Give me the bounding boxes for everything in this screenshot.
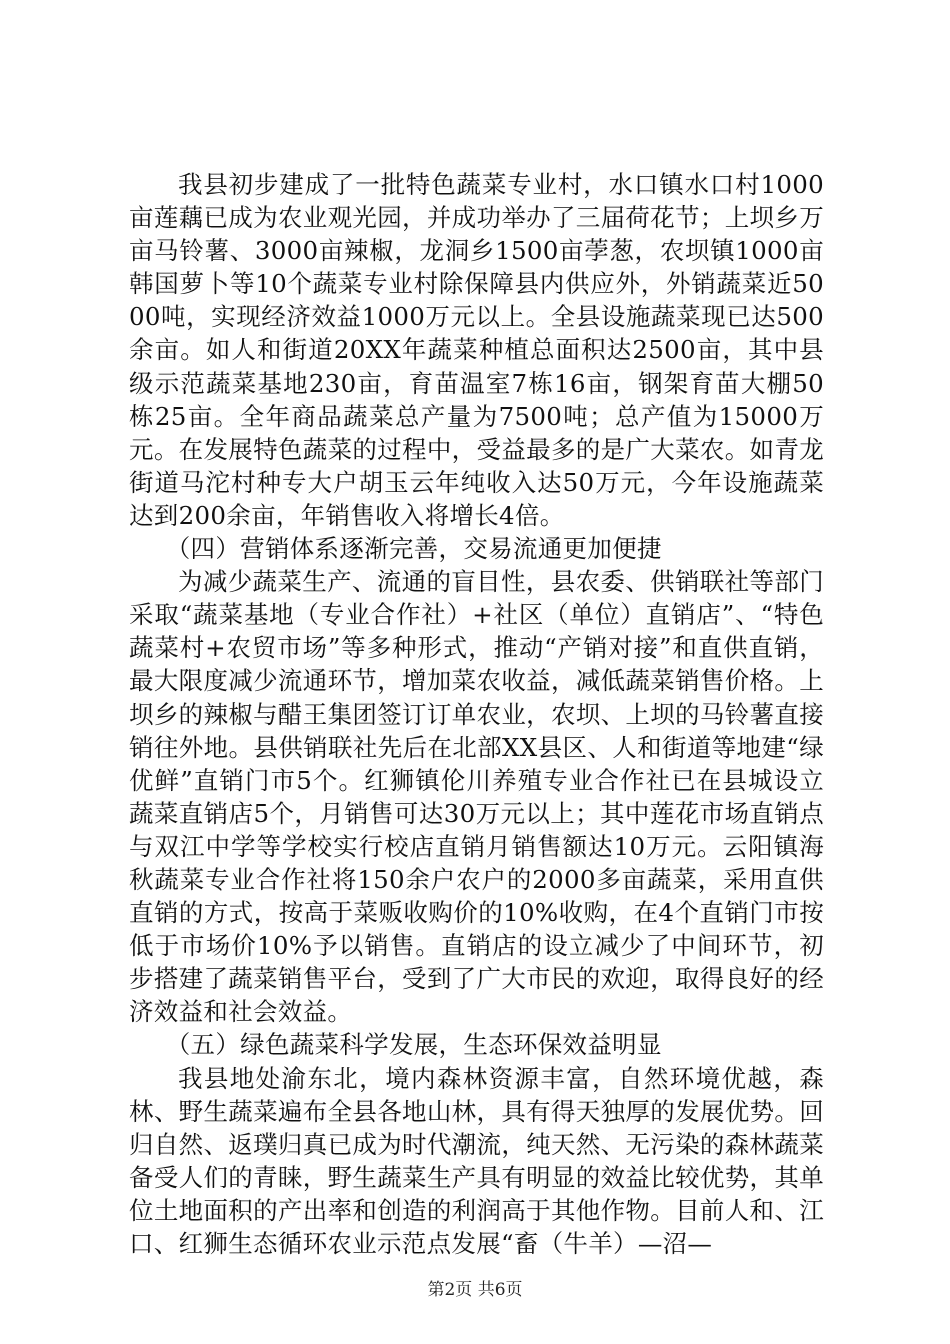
paragraph-direct-sales: 为减少蔬菜生产、流通的盲目性，县农委、供销联社等部门采取“蔬菜基地（专业合作社）+社区（单位）直销店”、“特色蔬菜村+农贸市场”等多种形式，推动“产销对接”和直供直销，最大限度减少流通环节，增加菜农收益，减低蔬菜销售价格。上坝乡的辣椒与醋王集团签订订单农业，农坝、上坝的马铃薯直接销往外地。县供销联社先后在北部XX县区、人和街道等地建“绿优鲜”直销门市5个。红狮镇伦川养殖专业合作社已在县城设立蔬菜直销店5个，月销售可达30万元以上；其中莲花市场直销点与双江中学等学校实行校店直销月销售额达10万元。云阳镇海秋蔬菜专业合作社将150余户农户的2000多亩蔬菜，采用直供直销的方式，按高于菜贩收购价的10%收购，在4个直销门市按低于市场价10%予以销售。直销店的设立减少了中间环节，初步搭建了蔬菜销售平台，受到了广大市民的欢迎，取得良好的经济效益和社会效益。 bbox=[129, 567, 824, 1027]
paragraph-forest-vegetables: 我县地处渝东北，境内森林资源丰富，自然环境优越，森林、野生蔬菜遍布全县各地山林，具有得天独厚的发展优势。回归自然、返璞归真已成为时代潮流，纯天然、无污染的森林蔬菜备受人们的青睐，野生蔬菜生产具有明显的效益比较优势，其单位土地面积的产出率和创造的利润高于其他作物。目前人和、江口、红狮生态循环农业示范点发展“畜（牛羊）—沼— bbox=[129, 1063, 824, 1258]
section-heading-marketing-system: （四）营销体系逐渐完善，交易流通更加便捷 bbox=[165, 534, 662, 564]
section-heading-green-vegetables: （五）绿色蔬菜科学发展，生态环保效益明显 bbox=[165, 1030, 662, 1060]
document-body bbox=[129, 168, 824, 1260]
page-footer: 第2页 共6页 bbox=[427, 1280, 523, 1300]
paragraph-specialty-villages: 我县初步建成了一批特色蔬菜专业村，水口镇水口村1000亩莲藕已成为农业观光园，并成功举办了三届荷花节；上坝乡万亩马铃薯、3000亩辣椒，龙洞乡1500亩荸葱，农坝镇1000亩韩国萝卜等10个蔬菜专业村除保障县内供应外，外销蔬菜近5000吨，实现经济效益1000万元以上。全县设施蔬菜现已达500余亩。如人和街道20XX年蔬菜种植总面积达2500亩，其中县级示范蔬菜基地230亩，育苗温室7栋16亩，钢架育苗大棚50栋25亩。全年商品蔬菜总产量为7500吨；总产值为15000万元。在发展特色蔬菜的过程中，受益最多的是广大菜农。如青龙街道马沱村种专大户胡玉云年纯收入达50万元，今年设施蔬菜达到200余亩，年销售收入将增长4倍。 bbox=[129, 170, 824, 530]
